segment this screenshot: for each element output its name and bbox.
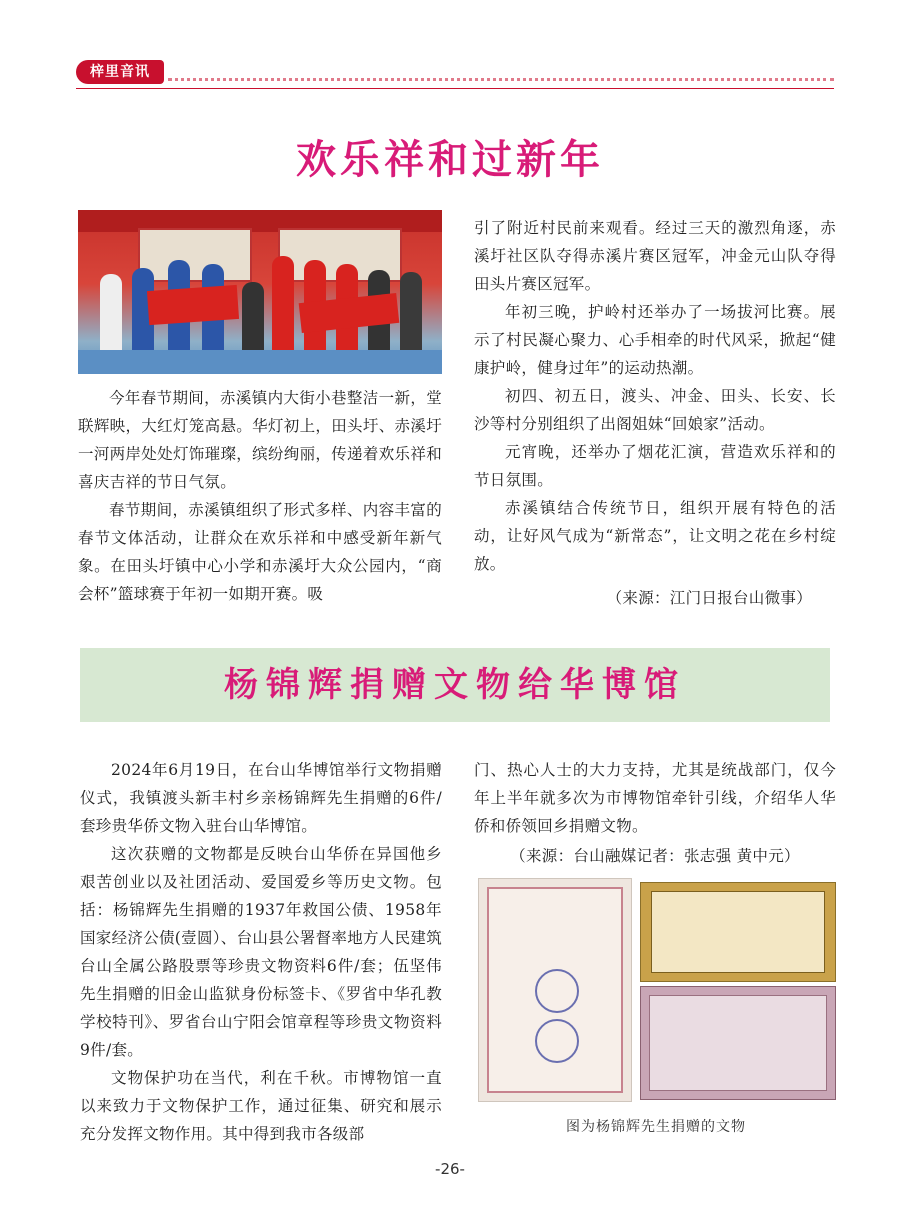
paragraph: 2024年6月19日，在台山华博馆举行文物捐赠仪式，我镇渡头新丰村乡亲杨锦辉先生捐赠的6件/套珍贵华侨文物入驻台山华博馆。 — [80, 761, 442, 835]
header-dotted-rule — [168, 78, 834, 81]
article2-title: 杨锦辉捐赠文物给华博馆 — [224, 665, 686, 705]
national-bond-photo — [640, 882, 836, 982]
bond-certificate-photo — [478, 878, 632, 1102]
section-badge: 梓里音讯 — [76, 60, 164, 84]
paragraph: 春节期间，赤溪镇组织了形式多样、内容丰富的春节文体活动，让群众在欢乐祥和中感受新年新气象。在田头圩镇中心小学和赤溪圩大众公园内，“商会杯”篮球赛于年初一如期开赛。吸 — [78, 501, 442, 603]
paragraph: 门、热心人士的大力支持，尤其是统战部门，仅今年上半年就多次为市博物馆牵针引线，介绍华人华侨和侨领回乡捐赠文物。 — [474, 761, 836, 835]
paragraph: 初四、初五日，渡头、冲金、田头、长安、长沙等村分别组织了出阁姐妹“回娘家”活动。 — [474, 387, 836, 433]
paragraph: 引了附近村民前来观看。经过三天的激烈角逐，赤溪圩社区队夺得赤溪片赛区冠军，冲金元山队夺得田头片赛区冠军。 — [474, 219, 836, 293]
paragraph: 赤溪镇结合传统节日，组织开展有特色的活动，让好风气成为“新常态”，让文明之花在乡村绽放。 — [474, 499, 836, 573]
article2-right-column — [474, 756, 836, 870]
paragraph: 元宵晚，还举办了烟花汇演，营造欢乐祥和的节日氛围。 — [474, 443, 836, 489]
article1-title: 欢乐祥和过新年 — [296, 137, 604, 183]
paragraph: 年初三晚，护岭村还举办了一场拔河比赛。展示了村民凝心聚力、心手相牵的时代风采，掀起“健康护岭，健身过年”的运动热潮。 — [474, 303, 836, 377]
article1-right-column — [474, 214, 836, 612]
article1-left-column — [78, 384, 442, 608]
economic-bond-photo — [640, 986, 836, 1100]
photo-caption: 图为杨锦辉先生捐赠的文物 — [566, 1119, 746, 1135]
header-rule — [76, 88, 834, 89]
paragraph: 这次获赠的文物都是反映台山华侨在异国他乡艰苦创业以及社团活动、爱国爱乡等历史文物。包括：杨锦辉先生捐赠的1937年救国公债、1958年国家经济公债(壹圆）、台山县公署督率地方人民建筑台山全属公路股票等珍贵文物资料6件/套；伍坚伟先生捐赠的旧金山监狱身份标签卡、《罗省中华孔教学校特刊》、罗省台山宁阳会馆章程等珍贵文物资料9件/套。 — [80, 845, 442, 1059]
article1-source: （来源：江门日报台山微事） — [606, 589, 812, 607]
page-number: -26- — [435, 1160, 465, 1178]
article2-left-column — [80, 756, 442, 1148]
article2-source: （来源：台山融媒记者：张志强 黄中元） — [510, 847, 800, 865]
basketball-team-photo — [78, 210, 442, 374]
paragraph: 文物保护功在当代，利在千秋。市博物馆一直以来致力于文物保护工作，通过征集、研究和展示充分发挥文物作用。其中得到我市各级部 — [80, 1069, 442, 1143]
paragraph: 今年春节期间，赤溪镇内大街小巷整洁一新，堂联辉映，大红灯笼高悬。华灯初上，田头圩、赤溪圩一河两岸处处灯饰璀璨，缤纷绚丽，传递着欢乐祥和喜庆吉祥的节日气氛。 — [78, 389, 442, 491]
